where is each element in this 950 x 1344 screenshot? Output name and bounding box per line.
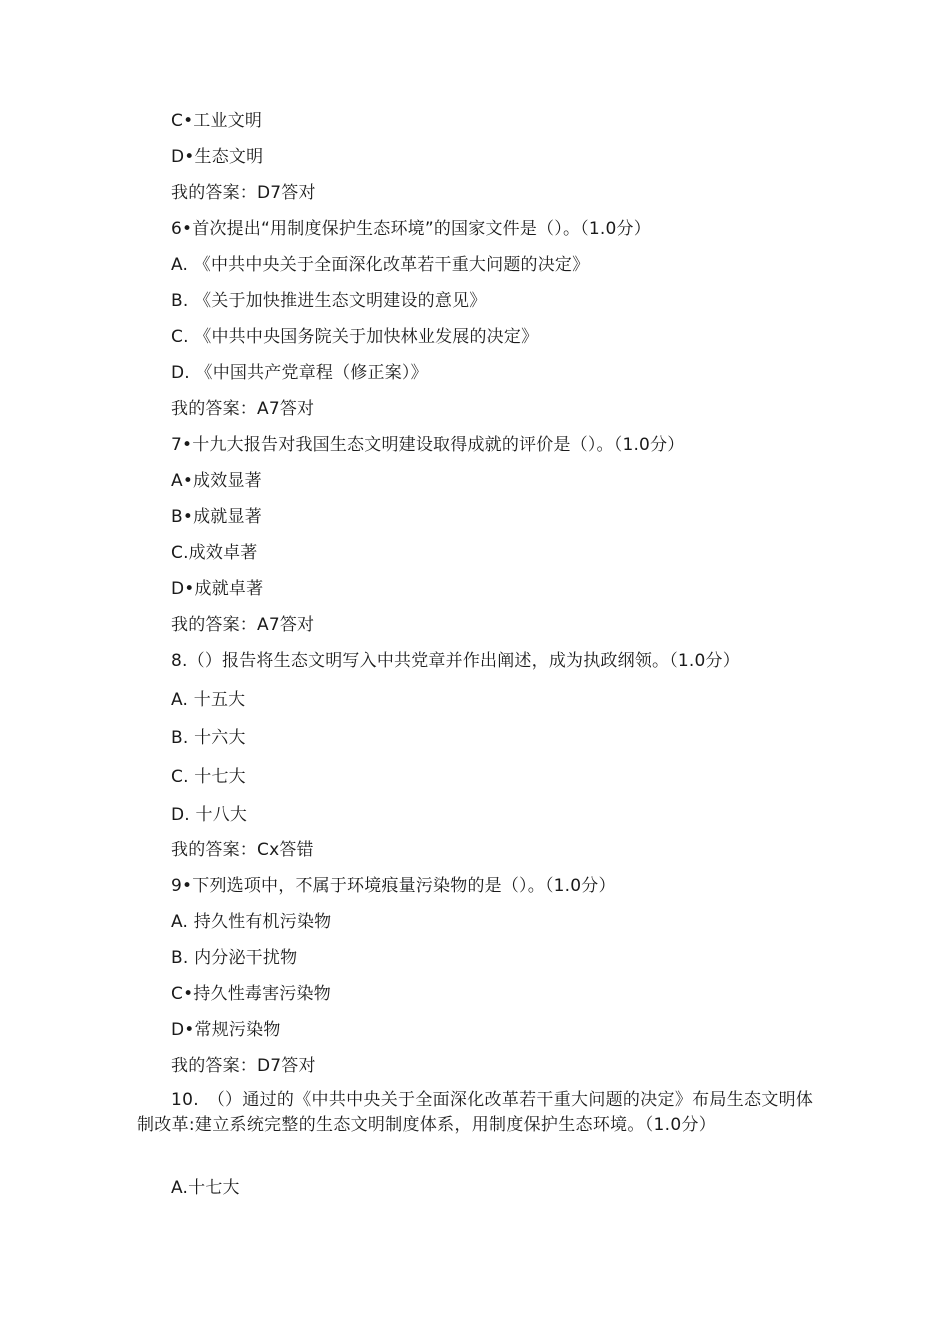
my-answer: 我的答案：A7答对: [171, 615, 315, 635]
option-b: B. 内分泌干扰物: [171, 948, 298, 968]
option-c: C.成效卓著: [171, 543, 258, 563]
question-10: 10. （）通过的《中共中央关于全面深化改革若干重大问题的决定》布局生态文明体制改革:建立系统完整的生态文明制度体系，用制度保护生态环境。（1.0分）: [137, 1090, 814, 1135]
option-d: D•常规污染物: [171, 1020, 281, 1040]
option-c: C•工业文明: [171, 111, 263, 131]
option-a: A. 《中共中央关于全面深化改革若干重大问题的决定》: [171, 255, 590, 275]
option-d: D•成就卓著: [171, 579, 264, 599]
question-8: 8.（）报告将生态文明写入中共党章并作出阐述，成为执政纲领。（1.0分）: [171, 651, 740, 671]
option-a: A. 持久性有机污染物: [171, 912, 332, 932]
option-b: B•成就显著: [171, 507, 262, 527]
option-d: D•生态文明: [171, 147, 264, 167]
question-7: 7•十九大报告对我国生态文明建设取得成就的评价是（）。（1.0分）: [171, 435, 685, 455]
option-c: C•持久性毒害污染物: [171, 984, 331, 1004]
my-answer: 我的答案：Cx答错: [171, 840, 314, 860]
option-b: B. 《关于加快推进生态文明建设的意见》: [171, 291, 487, 311]
question-6: 6•首次提出“用制度保护生态环境”的国家文件是（）。（1.0分）: [171, 219, 651, 239]
option-a: A•成效显著: [171, 471, 262, 491]
option-d: D. 十八大: [171, 805, 248, 825]
option-d: D. 《中国共产党章程（修正案）》: [171, 363, 428, 383]
my-answer: 我的答案：D7答对: [171, 1056, 316, 1076]
option-a: A. 十五大: [171, 690, 246, 710]
option-c: C. 《中共中央国务院关于加快林业发展的决定》: [171, 327, 539, 347]
my-answer: 我的答案：D7答对: [171, 183, 316, 203]
option-b: B. 十六大: [171, 728, 246, 748]
option-a: A.十七大: [171, 1178, 240, 1198]
option-c: C. 十七大: [171, 767, 246, 787]
question-9: 9•下列选项中，不属于环境痕量污染物的是（）。（1.0分）: [171, 876, 616, 896]
my-answer: 我的答案：A7答对: [171, 399, 315, 419]
